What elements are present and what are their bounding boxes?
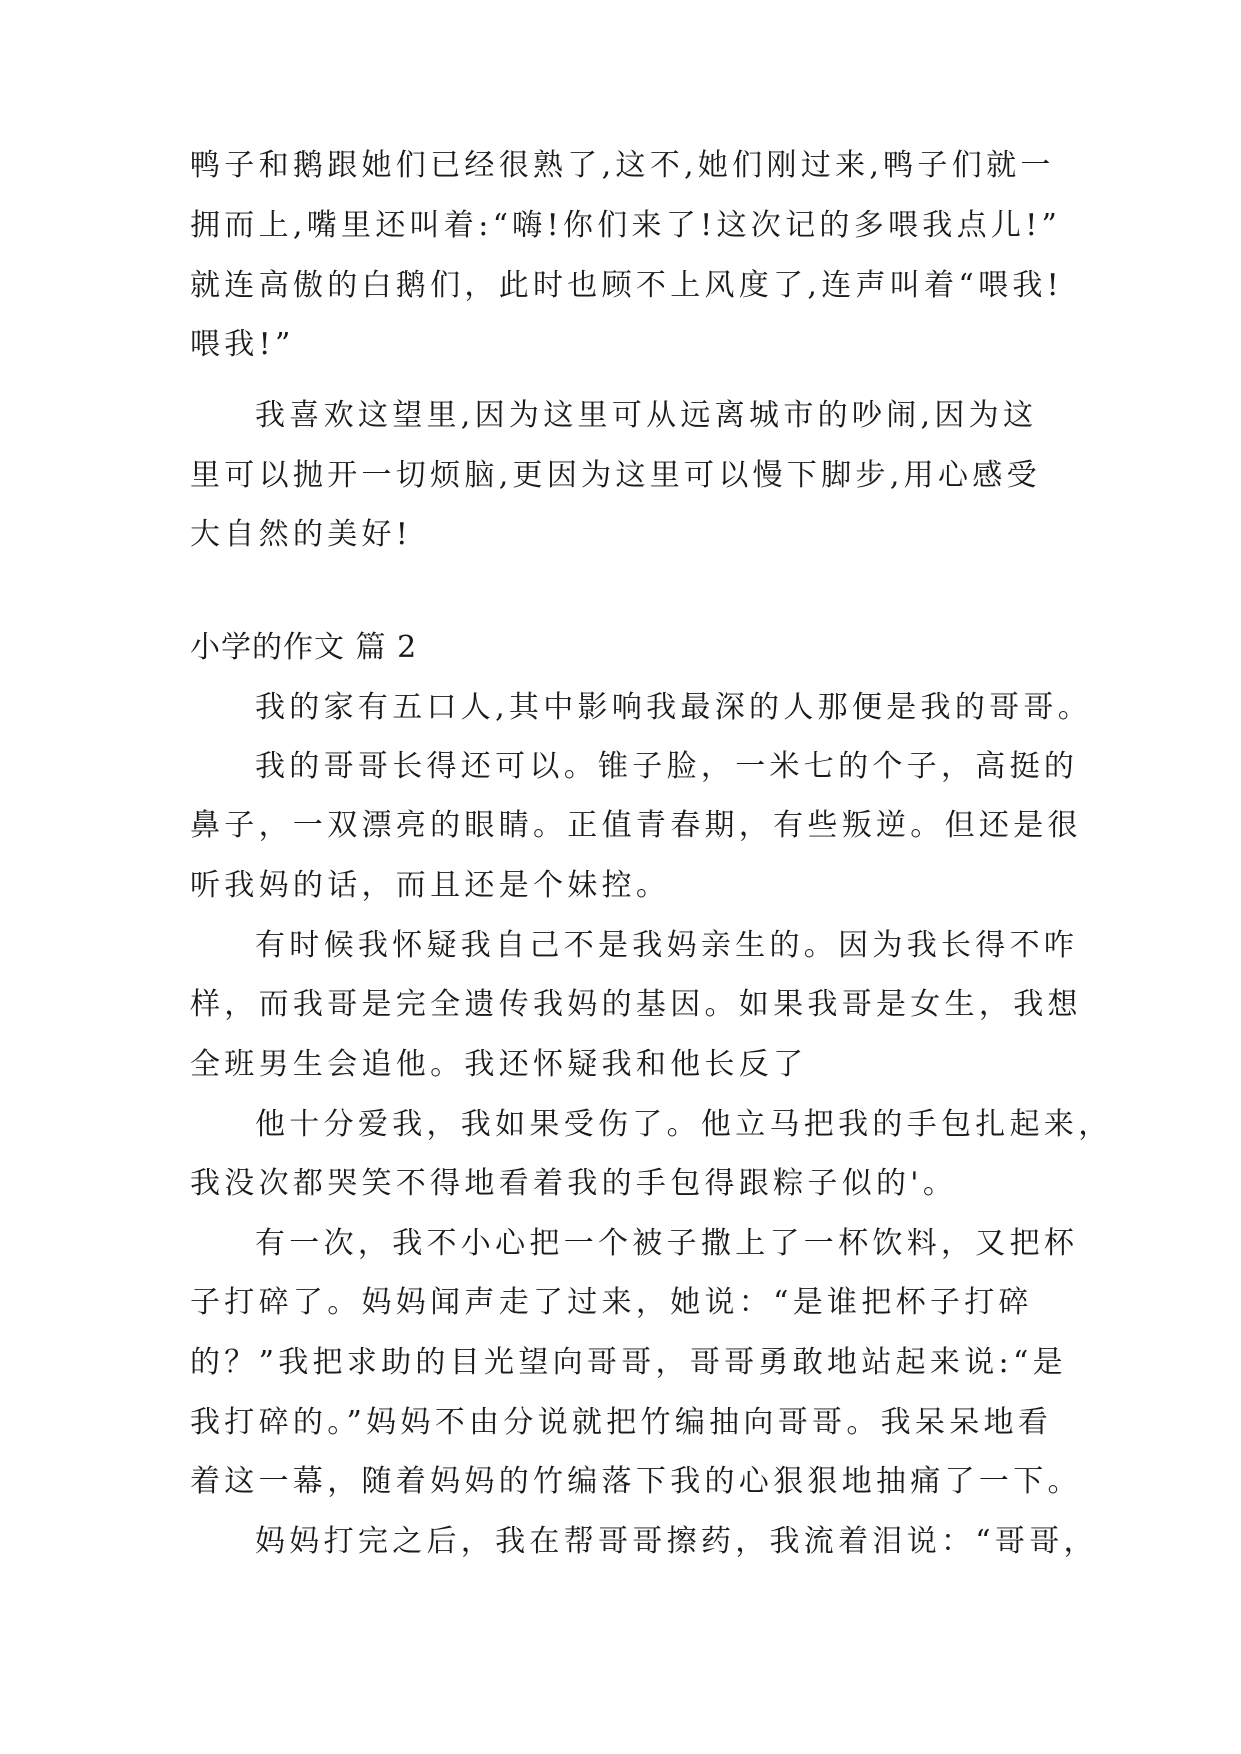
paragraph-line: 就连高傲的白鹅们，此时也顾不上风度了,连声叫着“喂我! xyxy=(190,268,1064,303)
paragraph-line: 我的家有五口人,其中影响我最深的人那便是我的哥哥。 xyxy=(255,690,1093,725)
paragraph-line: 鸭子和鹅跟她们已经很熟了,这不,她们刚过来,鸭子们就一 xyxy=(190,148,1055,183)
paragraph-line: 他十分爱我，我如果受伤了。他立马把我的手包扎起来， xyxy=(255,1107,1113,1142)
paragraph-line: 喂我!” xyxy=(190,327,295,362)
paragraph-line: 大自然的美好! xyxy=(190,517,413,552)
paragraph-line: 拥而上,嘴里还叫着:“嗨!你们来了!这次记的多喂我点儿!” xyxy=(190,208,1062,243)
paragraph-line: 我没次都哭笑不得地看着我的手包得跟粽子似的'。 xyxy=(190,1166,958,1201)
paragraph-line: 我打碎的。”妈妈不由分说就把竹编抽向哥哥。我呆呆地看 xyxy=(190,1405,1053,1440)
paragraph-line: 鼻子，一双漂亮的眼睛。正值青春期，有些叛逆。但还是很 xyxy=(190,808,1082,843)
paragraph-line: 有一次，我不小心把一个被子撒上了一杯饮料，又把杯 xyxy=(255,1226,1079,1261)
paragraph-line: 有时候我怀疑我自己不是我妈亲生的。因为我长得不咋 xyxy=(255,928,1079,963)
paragraph-line: 着这一幕，随着妈妈的竹编落下我的心狠狠地抽痛了一下。 xyxy=(190,1464,1082,1499)
section-heading: 小学的作文 篇 2 xyxy=(190,630,418,665)
paragraph-line: 样，而我哥是完全遗传我妈的基因。如果我哥是女生，我想 xyxy=(190,987,1082,1022)
paragraph-line: 我的哥哥长得还可以。锥子脸，一米七的个子，高挺的 xyxy=(255,749,1079,784)
paragraph-line: 里可以抛开一切烦脑,更因为这里可以慢下脚步,用心感受 xyxy=(190,458,1041,493)
paragraph-line: 的？”我把求助的目光望向哥哥，哥哥勇敢地站起来说:“是 xyxy=(190,1345,1067,1380)
paragraph-line: 子打碎了。妈妈闻声走了过来，她说：“是谁把杯子打碎 xyxy=(190,1285,1033,1320)
paragraph-line: 妈妈打完之后，我在帮哥哥擦药，我流着泪说：“哥哥， xyxy=(255,1524,1098,1559)
paragraph-line: 我喜欢这望里,因为这里可从远离城市的吵闹,因为这 xyxy=(255,398,1038,433)
paragraph-line: 听我妈的话，而且还是个妹控。 xyxy=(190,868,671,903)
paragraph-line: 全班男生会追他。我还怀疑我和他长反了 xyxy=(190,1047,808,1082)
